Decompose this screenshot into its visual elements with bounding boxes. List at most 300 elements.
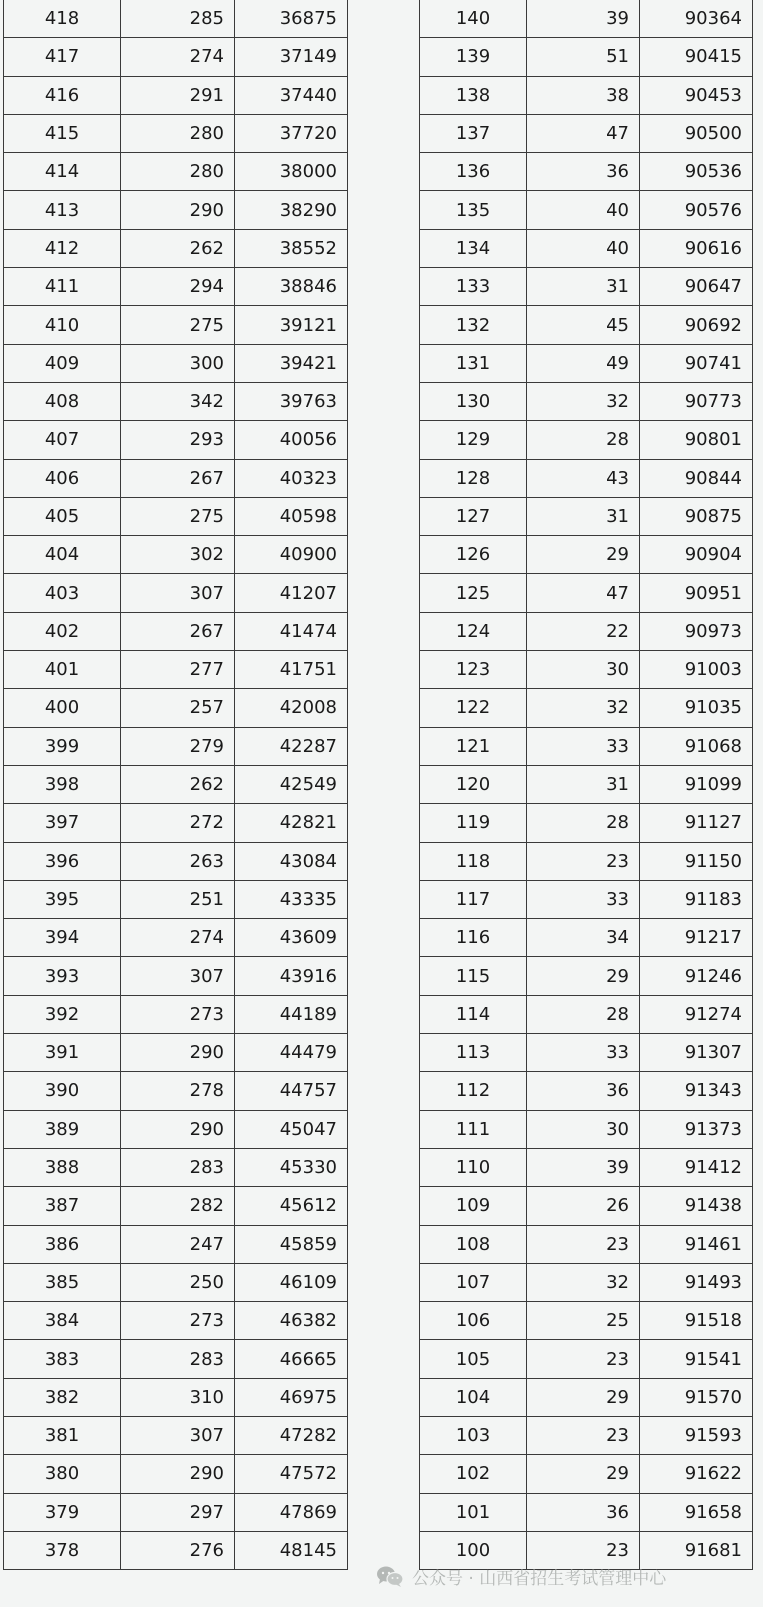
cumulative-cell: 90536: [640, 153, 753, 191]
score-cell: 103: [420, 1416, 527, 1454]
count-cell: 300: [121, 344, 235, 382]
table-row: [4, 459, 348, 497]
score-cell: 414: [4, 153, 121, 191]
count-cell: 31: [527, 497, 640, 535]
table-row: [420, 689, 753, 727]
count-cell: 290: [121, 1034, 235, 1072]
count-cell: 39: [527, 1148, 640, 1186]
table-row: [420, 1034, 753, 1072]
score-cell: 402: [4, 612, 121, 650]
score-cell: 395: [4, 880, 121, 918]
table-row: [4, 191, 348, 229]
cumulative-cell: 45612: [235, 1187, 348, 1225]
count-cell: 285: [121, 0, 235, 38]
table-row: [420, 1416, 753, 1454]
count-cell: 23: [527, 1340, 640, 1378]
score-cell: 132: [420, 306, 527, 344]
table-row: [420, 919, 753, 957]
table-row: [4, 1072, 348, 1110]
score-cell: 129: [420, 421, 527, 459]
score-cell: 128: [420, 459, 527, 497]
score-table-left-body: [4, 0, 348, 1570]
count-cell: 34: [527, 919, 640, 957]
cumulative-cell: 38290: [235, 191, 348, 229]
score-cell: 135: [420, 191, 527, 229]
table-row: [420, 153, 753, 191]
table-row: [4, 1378, 348, 1416]
count-cell: 262: [121, 229, 235, 267]
score-cell: 102: [420, 1455, 527, 1493]
table-row: [420, 344, 753, 382]
count-cell: 30: [527, 651, 640, 689]
table-row: [4, 995, 348, 1033]
table-row: [4, 114, 348, 152]
count-cell: 278: [121, 1072, 235, 1110]
table-row: [420, 1148, 753, 1186]
cumulative-cell: 47282: [235, 1416, 348, 1454]
wechat-icon: [376, 1565, 404, 1587]
cumulative-cell: 91307: [640, 1034, 753, 1072]
table-row: [420, 1493, 753, 1531]
score-cell: 380: [4, 1455, 121, 1493]
table-row: [4, 1187, 348, 1225]
score-cell: 124: [420, 612, 527, 650]
count-cell: 282: [121, 1187, 235, 1225]
score-table-left: [3, 0, 348, 1570]
cumulative-cell: 37720: [235, 114, 348, 152]
table-row: [4, 765, 348, 803]
count-cell: 23: [527, 1531, 640, 1569]
cumulative-cell: 90875: [640, 497, 753, 535]
cumulative-cell: 90692: [640, 306, 753, 344]
score-cell: 392: [4, 995, 121, 1033]
count-cell: 36: [527, 1072, 640, 1110]
cumulative-cell: 43916: [235, 957, 348, 995]
table-row: [420, 1263, 753, 1301]
table-row: [420, 1455, 753, 1493]
score-cell: 387: [4, 1187, 121, 1225]
cumulative-cell: 47572: [235, 1455, 348, 1493]
cumulative-cell: 40598: [235, 497, 348, 535]
count-cell: 262: [121, 765, 235, 803]
score-table-right-body: [420, 0, 753, 1570]
count-cell: 28: [527, 995, 640, 1033]
table-row: [420, 1225, 753, 1263]
table-row: [4, 1416, 348, 1454]
score-cell: 104: [420, 1378, 527, 1416]
cumulative-cell: 90741: [640, 344, 753, 382]
score-cell: 136: [420, 153, 527, 191]
count-cell: 274: [121, 919, 235, 957]
count-cell: 28: [527, 804, 640, 842]
count-cell: 342: [121, 382, 235, 420]
table-row: [4, 842, 348, 880]
table-row: [4, 1340, 348, 1378]
table-row: [4, 880, 348, 918]
cumulative-cell: 91217: [640, 919, 753, 957]
count-cell: 29: [527, 1455, 640, 1493]
cumulative-cell: 43335: [235, 880, 348, 918]
score-cell: 108: [420, 1225, 527, 1263]
table-row: [4, 804, 348, 842]
cumulative-cell: 39763: [235, 382, 348, 420]
cumulative-cell: 91246: [640, 957, 753, 995]
score-cell: 418: [4, 0, 121, 38]
table-row: [420, 1072, 753, 1110]
count-cell: 283: [121, 1148, 235, 1186]
count-cell: 47: [527, 114, 640, 152]
count-cell: 272: [121, 804, 235, 842]
count-cell: 279: [121, 727, 235, 765]
count-cell: 30: [527, 1110, 640, 1148]
count-cell: 267: [121, 612, 235, 650]
cumulative-cell: 42287: [235, 727, 348, 765]
table-row: [420, 382, 753, 420]
score-cell: 405: [4, 497, 121, 535]
score-cell: 393: [4, 957, 121, 995]
cumulative-cell: 37440: [235, 76, 348, 114]
score-cell: 407: [4, 421, 121, 459]
score-cell: 112: [420, 1072, 527, 1110]
table-row: [420, 765, 753, 803]
count-cell: 250: [121, 1263, 235, 1301]
score-cell: 410: [4, 306, 121, 344]
count-cell: 39: [527, 0, 640, 38]
cumulative-cell: 91570: [640, 1378, 753, 1416]
table-row: [420, 804, 753, 842]
count-cell: 45: [527, 306, 640, 344]
table-row: [4, 1263, 348, 1301]
score-cell: 130: [420, 382, 527, 420]
count-cell: 263: [121, 842, 235, 880]
score-cell: 127: [420, 497, 527, 535]
count-cell: 294: [121, 268, 235, 306]
cumulative-cell: 90576: [640, 191, 753, 229]
score-cell: 111: [420, 1110, 527, 1148]
count-cell: 307: [121, 574, 235, 612]
score-cell: 412: [4, 229, 121, 267]
table-row: [4, 1302, 348, 1340]
score-cell: 137: [420, 114, 527, 152]
score-cell: 398: [4, 765, 121, 803]
score-cell: 139: [420, 38, 527, 76]
cumulative-cell: 90951: [640, 574, 753, 612]
cumulative-cell: 91150: [640, 842, 753, 880]
count-cell: 302: [121, 536, 235, 574]
table-row: [4, 344, 348, 382]
count-cell: 32: [527, 689, 640, 727]
table-row: [420, 880, 753, 918]
score-cell: 400: [4, 689, 121, 727]
score-cell: 118: [420, 842, 527, 880]
table-row: [420, 0, 753, 38]
score-cell: 140: [420, 0, 527, 38]
cumulative-cell: 91183: [640, 880, 753, 918]
table-row: [420, 651, 753, 689]
table-row: [420, 76, 753, 114]
count-cell: 310: [121, 1378, 235, 1416]
table-row: [420, 842, 753, 880]
count-cell: 290: [121, 191, 235, 229]
score-cell: 138: [420, 76, 527, 114]
score-cell: 126: [420, 536, 527, 574]
score-cell: 399: [4, 727, 121, 765]
count-cell: 275: [121, 306, 235, 344]
score-cell: 105: [420, 1340, 527, 1378]
score-cell: 383: [4, 1340, 121, 1378]
cumulative-cell: 90801: [640, 421, 753, 459]
score-cell: 403: [4, 574, 121, 612]
table-row: [4, 1110, 348, 1148]
cumulative-cell: 91438: [640, 1187, 753, 1225]
count-cell: 276: [121, 1531, 235, 1569]
score-cell: 120: [420, 765, 527, 803]
score-cell: 100: [420, 1531, 527, 1569]
score-cell: 409: [4, 344, 121, 382]
score-cell: 101: [420, 1493, 527, 1531]
count-cell: 40: [527, 191, 640, 229]
table-row: [4, 38, 348, 76]
score-cell: 382: [4, 1378, 121, 1416]
score-cell: 109: [420, 1187, 527, 1225]
score-cell: 106: [420, 1302, 527, 1340]
count-cell: 293: [121, 421, 235, 459]
count-cell: 33: [527, 727, 640, 765]
table-row: [420, 1110, 753, 1148]
count-cell: 36: [527, 153, 640, 191]
count-cell: 283: [121, 1340, 235, 1378]
table-row: [420, 995, 753, 1033]
table-row: [4, 1148, 348, 1186]
table-row: [420, 497, 753, 535]
score-cell: 121: [420, 727, 527, 765]
cumulative-cell: 46975: [235, 1378, 348, 1416]
count-cell: 267: [121, 459, 235, 497]
cumulative-cell: 91658: [640, 1493, 753, 1531]
cumulative-cell: 43084: [235, 842, 348, 880]
table-row: [420, 229, 753, 267]
cumulative-cell: 37149: [235, 38, 348, 76]
score-cell: 381: [4, 1416, 121, 1454]
cumulative-cell: 91412: [640, 1148, 753, 1186]
score-cell: 117: [420, 880, 527, 918]
score-cell: 394: [4, 919, 121, 957]
cumulative-cell: 91593: [640, 1416, 753, 1454]
count-cell: 33: [527, 880, 640, 918]
score-cell: 397: [4, 804, 121, 842]
score-cell: 391: [4, 1034, 121, 1072]
count-cell: 38: [527, 76, 640, 114]
score-cell: 404: [4, 536, 121, 574]
score-cell: 396: [4, 842, 121, 880]
table-row: [4, 1493, 348, 1531]
cumulative-cell: 41474: [235, 612, 348, 650]
table-row: [4, 76, 348, 114]
count-cell: 277: [121, 651, 235, 689]
count-cell: 307: [121, 957, 235, 995]
count-cell: 273: [121, 995, 235, 1033]
cumulative-cell: 90364: [640, 0, 753, 38]
score-cell: 378: [4, 1531, 121, 1569]
table-row: [4, 306, 348, 344]
count-cell: 29: [527, 1378, 640, 1416]
cumulative-cell: 91274: [640, 995, 753, 1033]
wechat-watermark: [376, 1562, 666, 1590]
table-row: [420, 114, 753, 152]
cumulative-cell: 91035: [640, 689, 753, 727]
score-cell: 125: [420, 574, 527, 612]
table-row: [4, 612, 348, 650]
table-row: [4, 536, 348, 574]
cumulative-cell: 41751: [235, 651, 348, 689]
table-row: [420, 421, 753, 459]
count-cell: 31: [527, 268, 640, 306]
table-row: [4, 1531, 348, 1569]
table-row: [4, 957, 348, 995]
table-row: [4, 421, 348, 459]
cumulative-cell: 40900: [235, 536, 348, 574]
score-cell: 134: [420, 229, 527, 267]
count-cell: 36: [527, 1493, 640, 1531]
table-row: [4, 1034, 348, 1072]
count-cell: 23: [527, 1416, 640, 1454]
cumulative-cell: 91068: [640, 727, 753, 765]
count-cell: 28: [527, 421, 640, 459]
score-cell: 415: [4, 114, 121, 152]
table-row: [4, 1455, 348, 1493]
cumulative-cell: 45047: [235, 1110, 348, 1148]
table-row: [420, 1187, 753, 1225]
table-row: [420, 38, 753, 76]
score-cell: 388: [4, 1148, 121, 1186]
count-cell: 307: [121, 1416, 235, 1454]
cumulative-cell: 41207: [235, 574, 348, 612]
score-cell: 390: [4, 1072, 121, 1110]
table-row: [420, 727, 753, 765]
table-row: [4, 0, 348, 38]
cumulative-cell: 39121: [235, 306, 348, 344]
cumulative-cell: 42549: [235, 765, 348, 803]
cumulative-cell: 46382: [235, 1302, 348, 1340]
count-cell: 251: [121, 880, 235, 918]
table-row: [4, 1225, 348, 1263]
cumulative-cell: 47869: [235, 1493, 348, 1531]
table-row: [4, 268, 348, 306]
score-cell: 406: [4, 459, 121, 497]
score-cell: 384: [4, 1302, 121, 1340]
table-row: [420, 1340, 753, 1378]
score-cell: 123: [420, 651, 527, 689]
cumulative-cell: 43609: [235, 919, 348, 957]
count-cell: 32: [527, 1263, 640, 1301]
count-cell: 29: [527, 957, 640, 995]
table-row: [4, 497, 348, 535]
table-row: [4, 229, 348, 267]
cumulative-cell: 91461: [640, 1225, 753, 1263]
count-cell: 257: [121, 689, 235, 727]
table-row: [4, 574, 348, 612]
count-cell: 31: [527, 765, 640, 803]
table-row: [420, 191, 753, 229]
table-row: [420, 612, 753, 650]
cumulative-cell: 90415: [640, 38, 753, 76]
count-cell: 33: [527, 1034, 640, 1072]
cumulative-cell: 42008: [235, 689, 348, 727]
cumulative-cell: 90647: [640, 268, 753, 306]
table-row: [420, 1378, 753, 1416]
cumulative-cell: 46665: [235, 1340, 348, 1378]
count-cell: 280: [121, 153, 235, 191]
score-cell: 386: [4, 1225, 121, 1263]
count-cell: 29: [527, 536, 640, 574]
score-cell: 110: [420, 1148, 527, 1186]
score-cell: 385: [4, 1263, 121, 1301]
count-cell: 22: [527, 612, 640, 650]
cumulative-cell: 48145: [235, 1531, 348, 1569]
count-cell: 51: [527, 38, 640, 76]
cumulative-cell: 90844: [640, 459, 753, 497]
cumulative-cell: 90904: [640, 536, 753, 574]
table-row: [420, 268, 753, 306]
score-cell: 379: [4, 1493, 121, 1531]
count-cell: 49: [527, 344, 640, 382]
cumulative-cell: 91099: [640, 765, 753, 803]
cumulative-cell: 45330: [235, 1148, 348, 1186]
cumulative-cell: 39421: [235, 344, 348, 382]
cumulative-cell: 40323: [235, 459, 348, 497]
cumulative-cell: 44189: [235, 995, 348, 1033]
cumulative-cell: 91343: [640, 1072, 753, 1110]
cumulative-cell: 91681: [640, 1531, 753, 1569]
cumulative-cell: 38552: [235, 229, 348, 267]
cumulative-cell: 44757: [235, 1072, 348, 1110]
cumulative-cell: 38846: [235, 268, 348, 306]
score-cell: 113: [420, 1034, 527, 1072]
count-cell: 290: [121, 1110, 235, 1148]
cumulative-cell: 91003: [640, 651, 753, 689]
cumulative-cell: 91373: [640, 1110, 753, 1148]
cumulative-cell: 91541: [640, 1340, 753, 1378]
table-row: [420, 1302, 753, 1340]
cumulative-cell: 90773: [640, 382, 753, 420]
score-cell: 114: [420, 995, 527, 1033]
score-cell: 417: [4, 38, 121, 76]
cumulative-cell: 91493: [640, 1263, 753, 1301]
score-cell: 408: [4, 382, 121, 420]
table-row: [4, 919, 348, 957]
count-cell: 275: [121, 497, 235, 535]
table-row: [4, 153, 348, 191]
score-cell: 116: [420, 919, 527, 957]
count-cell: 23: [527, 1225, 640, 1263]
cumulative-cell: 46109: [235, 1263, 348, 1301]
score-table-right: [419, 0, 753, 1570]
count-cell: 291: [121, 76, 235, 114]
cumulative-cell: 90616: [640, 229, 753, 267]
cumulative-cell: 42821: [235, 804, 348, 842]
cumulative-cell: 36875: [235, 0, 348, 38]
count-cell: 273: [121, 1302, 235, 1340]
cumulative-cell: 90500: [640, 114, 753, 152]
table-row: [4, 382, 348, 420]
cumulative-cell: 91622: [640, 1455, 753, 1493]
table-row: [420, 536, 753, 574]
count-cell: 23: [527, 842, 640, 880]
table-row: [420, 306, 753, 344]
score-cell: 122: [420, 689, 527, 727]
score-cell: 107: [420, 1263, 527, 1301]
count-cell: 297: [121, 1493, 235, 1531]
